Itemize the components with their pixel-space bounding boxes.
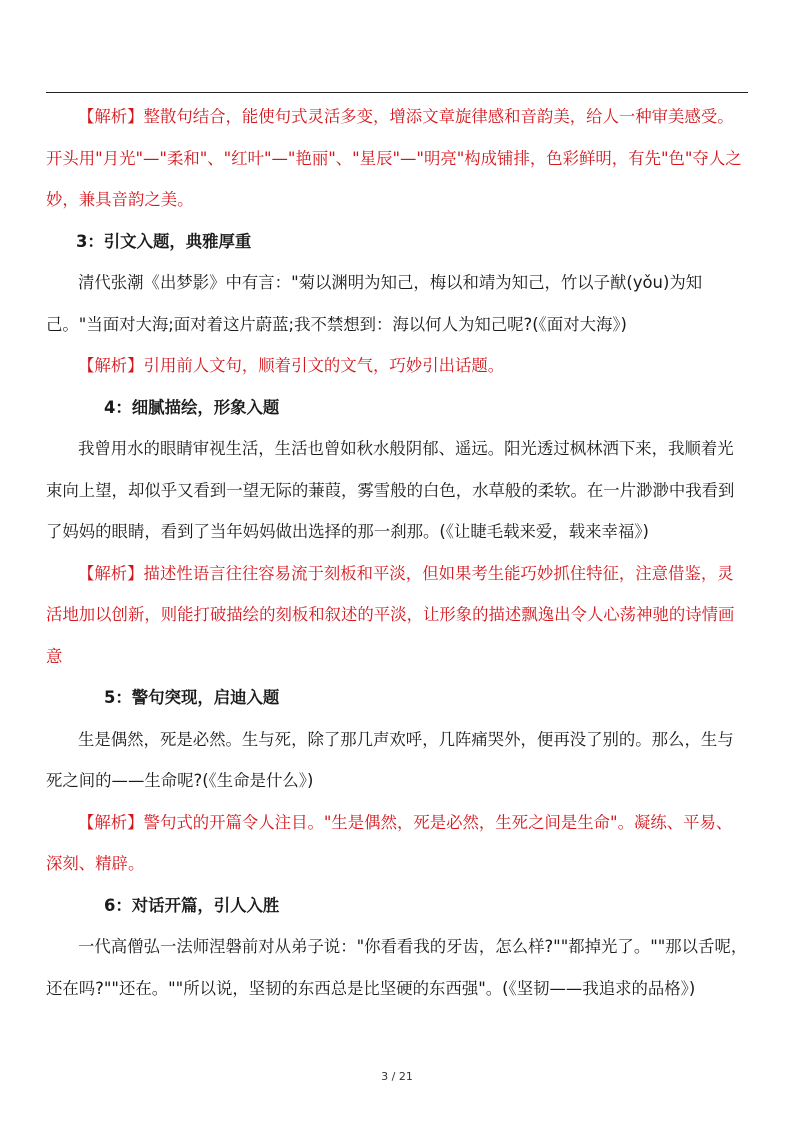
header-rule	[46, 92, 748, 93]
analysis-paragraph: 【解析】警句式的开篇令人注目。"生是偶然，死是必然，生死之间是生命"。凝练、平易、深刻、精辟。	[46, 812, 733, 873]
section-heading: 5：警句突现，启迪入题	[104, 688, 280, 707]
analysis-paragraph: 【解析】整散句结合，能使句式灵活多变，增添文章旋律感和音韵美，给人一种审美感受。开头用"月光"—"柔和"、"红叶"—"艳丽"、"星辰"—"明亮"构成铺排，色彩鲜明，有先"色"夺人之妙，兼具音韵之美。	[46, 107, 742, 209]
body-paragraph: 生是偶然，死是必然。生与死，除了那几声欢呼，几阵痛哭外，便再没了别的。那么，生与死之间的——生命呢?(《生命是什么》)	[46, 729, 734, 790]
section-heading: 3：引文入题，典雅厚重	[76, 231, 252, 251]
body-paragraph: 我曾用水的眼睛审视生活，生活也曾如秋水般阴郁、遥远。阳光透过枫林洒下来，我顺着光束向上望，却似乎又看到一望无际的蒹葭，雾雪般的白色，水草般的柔软。在一片渺渺中我看到了妈妈的眼睛，看到了当年妈妈做出选择的那一刹那。(《让睫毛载来爱，载来幸福》)	[46, 439, 735, 541]
section-heading: 4：细腻描绘，形象入题	[104, 397, 280, 417]
section-heading: 6：对话开篇，引人入胜	[104, 895, 280, 915]
page-number: 3 / 21	[381, 1070, 413, 1083]
document-body	[46, 96, 748, 1009]
analysis-paragraph: 【解析】描述性语言往往容易流于刻板和平淡，但如果考生能巧妙抓住特征，注意借鉴，灵活地加以创新，则能打破描绘的刻板和叙述的平淡，让形象的描述飘逸出令人心荡神驰的诗情画意	[46, 563, 735, 666]
body-paragraph: 一代高僧弘一法师涅磐前对从弟子说："你看看我的牙齿，怎么样?""都掉光了。""那以舌呢，还在吗?""还在。""所以说，坚韧的东西总是比坚硬的东西强"。(《坚韧——我追求的品格》)	[46, 937, 748, 998]
analysis-paragraph: 【解析】引用前人文句，顺着引文的文气，巧妙引出话题。	[78, 356, 505, 375]
body-paragraph: 清代张潮《出梦影》中有言："菊以渊明为知己，梅以和靖为知己，竹以子猷(yǒu)为知己。"当面对大海;面对着这片蔚蓝;我不禁想到：海以何人为知己呢?(《面对大海》)	[46, 273, 703, 334]
